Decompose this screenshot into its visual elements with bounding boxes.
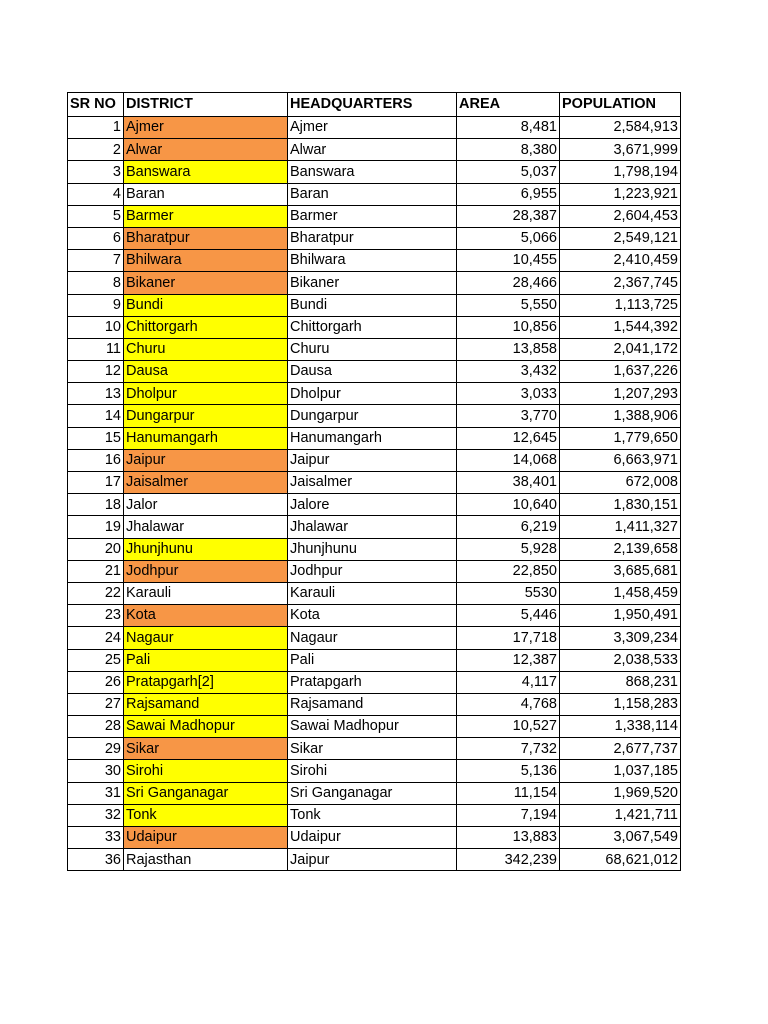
table-row [68, 272, 681, 294]
table-row [68, 361, 681, 383]
cell-sr-no[interactable]: 29 [68, 738, 124, 760]
table-row [68, 427, 681, 449]
cell-area[interactable]: 5,550 [457, 294, 560, 316]
cell-headquarters[interactable]: Tonk [288, 804, 457, 826]
cell-sr-no[interactable]: 21 [68, 560, 124, 582]
cell-area[interactable]: 4,117 [457, 671, 560, 693]
cell-area[interactable]: 28,387 [457, 205, 560, 227]
table-row [68, 472, 681, 494]
cell-area[interactable]: 5,446 [457, 605, 560, 627]
cell-headquarters[interactable]: Nagaur [288, 627, 457, 649]
cell-headquarters[interactable]: Sirohi [288, 760, 457, 782]
cell-population[interactable]: 1,037,185 [560, 760, 681, 782]
cell-population[interactable]: 68,621,012 [560, 849, 681, 871]
cell-district[interactable]: Ajmer [124, 117, 288, 139]
cell-headquarters[interactable]: Churu [288, 338, 457, 360]
cell-district[interactable]: Sikar [124, 738, 288, 760]
table-row [68, 804, 681, 826]
cell-headquarters[interactable]: Dungarpur [288, 405, 457, 427]
cell-headquarters[interactable]: Udaipur [288, 827, 457, 849]
cell-population[interactable]: 1,338,114 [560, 716, 681, 738]
table-row [68, 716, 681, 738]
cell-population[interactable]: 1,637,226 [560, 361, 681, 383]
cell-sr-no[interactable]: 22 [68, 582, 124, 604]
cell-district[interactable]: Hanumangarh [124, 427, 288, 449]
table-row [68, 117, 681, 139]
cell-district[interactable]: Bundi [124, 294, 288, 316]
table-row [68, 560, 681, 582]
cell-sr-no[interactable]: 30 [68, 760, 124, 782]
cell-district[interactable]: Bikaner [124, 272, 288, 294]
cell-district[interactable]: Dausa [124, 361, 288, 383]
cell-sr-no[interactable]: 33 [68, 827, 124, 849]
cell-sr-no[interactable]: 10 [68, 316, 124, 338]
cell-area[interactable]: 3,033 [457, 383, 560, 405]
cell-sr-no[interactable]: 16 [68, 449, 124, 471]
cell-headquarters[interactable]: Alwar [288, 139, 457, 161]
cell-district[interactable]: Karauli [124, 582, 288, 604]
cell-population[interactable]: 2,677,737 [560, 738, 681, 760]
cell-population[interactable]: 1,421,711 [560, 804, 681, 826]
cell-sr-no[interactable]: 23 [68, 605, 124, 627]
table-body [68, 117, 681, 871]
cell-headquarters[interactable]: Jalore [288, 494, 457, 516]
cell-population[interactable]: 1,223,921 [560, 183, 681, 205]
cell-district[interactable]: Rajasthan [124, 849, 288, 871]
cell-headquarters[interactable]: Banswara [288, 161, 457, 183]
table-row [68, 227, 681, 249]
cell-sr-no[interactable]: 17 [68, 472, 124, 494]
table-row [68, 405, 681, 427]
cell-area[interactable]: 6,955 [457, 183, 560, 205]
cell-district[interactable]: Jaisalmer [124, 472, 288, 494]
cell-district[interactable]: Alwar [124, 139, 288, 161]
cell-population[interactable]: 1,969,520 [560, 782, 681, 804]
cell-area[interactable]: 3,432 [457, 361, 560, 383]
cell-sr-no[interactable]: 31 [68, 782, 124, 804]
table-row [68, 205, 681, 227]
cell-area[interactable]: 8,380 [457, 139, 560, 161]
cell-sr-no[interactable]: 36 [68, 849, 124, 871]
cell-sr-no[interactable]: 5 [68, 205, 124, 227]
table-row [68, 649, 681, 671]
cell-district[interactable]: Dungarpur [124, 405, 288, 427]
table-row [68, 605, 681, 627]
cell-headquarters[interactable]: Bundi [288, 294, 457, 316]
table-row [68, 449, 681, 471]
cell-headquarters[interactable]: Bikaner [288, 272, 457, 294]
cell-population[interactable]: 2,584,913 [560, 117, 681, 139]
cell-sr-no[interactable]: 14 [68, 405, 124, 427]
table-row [68, 139, 681, 161]
table-row [68, 494, 681, 516]
cell-population[interactable]: 2,139,658 [560, 538, 681, 560]
cell-population[interactable]: 2,604,453 [560, 205, 681, 227]
table-row [68, 582, 681, 604]
cell-population[interactable]: 3,685,681 [560, 560, 681, 582]
table-row [68, 183, 681, 205]
cell-district[interactable]: Jhalawar [124, 516, 288, 538]
cell-headquarters[interactable]: Barmer [288, 205, 457, 227]
cell-district[interactable]: Jaipur [124, 449, 288, 471]
cell-population[interactable]: 1,950,491 [560, 605, 681, 627]
cell-district[interactable]: Churu [124, 338, 288, 360]
cell-population[interactable]: 1,798,194 [560, 161, 681, 183]
cell-population[interactable]: 2,549,121 [560, 227, 681, 249]
cell-headquarters[interactable]: Sri Ganganagar [288, 782, 457, 804]
cell-district[interactable]: Bhilwara [124, 250, 288, 272]
cell-headquarters[interactable]: Bhilwara [288, 250, 457, 272]
cell-area[interactable]: 5,037 [457, 161, 560, 183]
cell-area[interactable]: 11,154 [457, 782, 560, 804]
cell-sr-no[interactable]: 27 [68, 693, 124, 715]
cell-area[interactable]: 10,455 [457, 250, 560, 272]
table-row [68, 760, 681, 782]
cell-area[interactable]: 14,068 [457, 449, 560, 471]
table-row [68, 316, 681, 338]
table-row [68, 671, 681, 693]
table-row [68, 338, 681, 360]
cell-headquarters[interactable]: Pratapgarh [288, 671, 457, 693]
cell-headquarters[interactable]: Dholpur [288, 383, 457, 405]
cell-district[interactable]: Nagaur [124, 627, 288, 649]
cell-headquarters[interactable]: Sawai Madhopur [288, 716, 457, 738]
cell-sr-no[interactable]: 6 [68, 227, 124, 249]
header-area[interactable]: AREA [457, 93, 560, 117]
table-row [68, 849, 681, 871]
cell-sr-no[interactable]: 11 [68, 338, 124, 360]
cell-sr-no[interactable]: 3 [68, 161, 124, 183]
cell-sr-no[interactable]: 25 [68, 649, 124, 671]
cell-headquarters[interactable]: Karauli [288, 582, 457, 604]
cell-population[interactable]: 3,309,234 [560, 627, 681, 649]
table-row [68, 827, 681, 849]
cell-population[interactable]: 2,041,172 [560, 338, 681, 360]
header-population[interactable]: POPULATION [560, 93, 681, 117]
cell-district[interactable]: Tonk [124, 804, 288, 826]
cell-area[interactable]: 10,527 [457, 716, 560, 738]
cell-population[interactable]: 1,544,392 [560, 316, 681, 338]
cell-headquarters[interactable]: Sikar [288, 738, 457, 760]
spreadsheet-sheet [67, 92, 681, 871]
table-row [68, 383, 681, 405]
cell-population[interactable]: 1,113,725 [560, 294, 681, 316]
districts-table [67, 92, 681, 871]
cell-area[interactable]: 7,732 [457, 738, 560, 760]
header-district[interactable]: DISTRICT [124, 93, 288, 117]
table-row [68, 250, 681, 272]
cell-headquarters[interactable]: Rajsamand [288, 693, 457, 715]
table-row [68, 738, 681, 760]
cell-headquarters[interactable]: Hanumangarh [288, 427, 457, 449]
cell-district[interactable]: Kota [124, 605, 288, 627]
cell-population[interactable]: 1,158,283 [560, 693, 681, 715]
cell-area[interactable]: 12,387 [457, 649, 560, 671]
cell-district[interactable]: Sirohi [124, 760, 288, 782]
cell-area[interactable]: 17,718 [457, 627, 560, 649]
cell-population[interactable]: 2,410,459 [560, 250, 681, 272]
cell-headquarters[interactable]: Jaisalmer [288, 472, 457, 494]
cell-area[interactable]: 5,136 [457, 760, 560, 782]
table-row [68, 538, 681, 560]
cell-area[interactable]: 4,768 [457, 693, 560, 715]
cell-area[interactable]: 22,850 [457, 560, 560, 582]
cell-headquarters[interactable]: Jodhpur [288, 560, 457, 582]
cell-population[interactable]: 3,671,999 [560, 139, 681, 161]
table-row [68, 782, 681, 804]
cell-population[interactable]: 2,367,745 [560, 272, 681, 294]
table-row [68, 161, 681, 183]
cell-headquarters[interactable]: Ajmer [288, 117, 457, 139]
cell-district[interactable]: Barmer [124, 205, 288, 227]
cell-population[interactable]: 1,458,459 [560, 582, 681, 604]
cell-area[interactable]: 7,194 [457, 804, 560, 826]
cell-district[interactable]: Sawai Madhopur [124, 716, 288, 738]
cell-area[interactable]: 10,856 [457, 316, 560, 338]
cell-area[interactable]: 10,640 [457, 494, 560, 516]
table-row [68, 294, 681, 316]
header-row [68, 93, 681, 117]
cell-area[interactable]: 28,466 [457, 272, 560, 294]
cell-district[interactable]: Pratapgarh[2] [124, 671, 288, 693]
cell-district[interactable]: Rajsamand [124, 693, 288, 715]
cell-sr-no[interactable]: 20 [68, 538, 124, 560]
cell-headquarters[interactable]: Jhalawar [288, 516, 457, 538]
cell-area[interactable]: 38,401 [457, 472, 560, 494]
cell-sr-no[interactable]: 19 [68, 516, 124, 538]
cell-sr-no[interactable]: 26 [68, 671, 124, 693]
table-row [68, 627, 681, 649]
cell-sr-no[interactable]: 2 [68, 139, 124, 161]
cell-sr-no[interactable]: 13 [68, 383, 124, 405]
cell-area[interactable]: 3,770 [457, 405, 560, 427]
cell-population[interactable]: 3,067,549 [560, 827, 681, 849]
cell-district[interactable]: Bharatpur [124, 227, 288, 249]
cell-sr-no[interactable]: 28 [68, 716, 124, 738]
header-headquarters[interactable]: HEADQUARTERS [288, 93, 457, 117]
cell-area[interactable]: 5530 [457, 582, 560, 604]
cell-population[interactable]: 672,008 [560, 472, 681, 494]
table-row [68, 693, 681, 715]
cell-area[interactable]: 8,481 [457, 117, 560, 139]
cell-population[interactable]: 2,038,533 [560, 649, 681, 671]
cell-area[interactable]: 13,883 [457, 827, 560, 849]
cell-population[interactable]: 1,830,151 [560, 494, 681, 516]
cell-sr-no[interactable]: 15 [68, 427, 124, 449]
cell-district[interactable]: Jalor [124, 494, 288, 516]
cell-sr-no[interactable]: 7 [68, 250, 124, 272]
cell-area[interactable]: 6,219 [457, 516, 560, 538]
cell-headquarters[interactable]: Baran [288, 183, 457, 205]
cell-sr-no[interactable]: 1 [68, 117, 124, 139]
cell-area[interactable]: 12,645 [457, 427, 560, 449]
cell-headquarters[interactable]: Jhunjhunu [288, 538, 457, 560]
cell-population[interactable]: 1,779,650 [560, 427, 681, 449]
table-row [68, 516, 681, 538]
cell-headquarters[interactable]: Dausa [288, 361, 457, 383]
cell-sr-no[interactable]: 24 [68, 627, 124, 649]
cell-sr-no[interactable]: 9 [68, 294, 124, 316]
cell-sr-no[interactable]: 12 [68, 361, 124, 383]
cell-sr-no[interactable]: 32 [68, 804, 124, 826]
cell-population[interactable]: 1,411,327 [560, 516, 681, 538]
cell-headquarters[interactable]: Bharatpur [288, 227, 457, 249]
cell-population[interactable]: 1,388,906 [560, 405, 681, 427]
cell-population[interactable]: 1,207,293 [560, 383, 681, 405]
cell-headquarters[interactable]: Chittorgarh [288, 316, 457, 338]
cell-sr-no[interactable]: 18 [68, 494, 124, 516]
cell-population[interactable]: 6,663,971 [560, 449, 681, 471]
cell-district[interactable]: Banswara [124, 161, 288, 183]
cell-headquarters[interactable]: Pali [288, 649, 457, 671]
cell-district[interactable]: Jodhpur [124, 560, 288, 582]
cell-sr-no[interactable]: 4 [68, 183, 124, 205]
cell-area[interactable]: 5,928 [457, 538, 560, 560]
cell-area[interactable]: 13,858 [457, 338, 560, 360]
cell-headquarters[interactable]: Kota [288, 605, 457, 627]
cell-district[interactable]: Udaipur [124, 827, 288, 849]
cell-headquarters[interactable]: Jaipur [288, 449, 457, 471]
cell-district[interactable]: Chittorgarh [124, 316, 288, 338]
cell-area[interactable]: 342,239 [457, 849, 560, 871]
cell-district[interactable]: Sri Ganganagar [124, 782, 288, 804]
header-sr-no[interactable]: SR NO [68, 93, 124, 117]
cell-headquarters[interactable]: Jaipur [288, 849, 457, 871]
cell-population[interactable]: 868,231 [560, 671, 681, 693]
cell-district[interactable]: Dholpur [124, 383, 288, 405]
cell-sr-no[interactable]: 8 [68, 272, 124, 294]
cell-district[interactable]: Pali [124, 649, 288, 671]
cell-area[interactable]: 5,066 [457, 227, 560, 249]
cell-district[interactable]: Baran [124, 183, 288, 205]
cell-district[interactable]: Jhunjhunu [124, 538, 288, 560]
